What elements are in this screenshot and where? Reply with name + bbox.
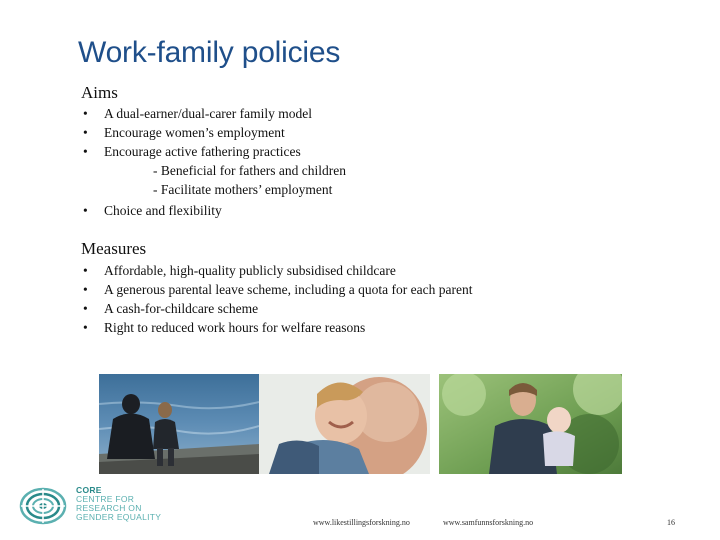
- aims-heading: Aims: [81, 83, 118, 102]
- bullet-icon: •: [83, 144, 88, 159]
- core-logo-text: [76, 486, 161, 522]
- bullet-icon: •: [83, 301, 88, 316]
- sub-list-item: [81, 180, 346, 199]
- bullet-icon: •: [83, 203, 88, 218]
- page-number: 16: [667, 518, 675, 527]
- sub-list-item-text: - Facilitate mothers’ employment: [153, 182, 333, 197]
- measures-heading: Measures: [81, 239, 147, 258]
- list-item: [81, 123, 346, 142]
- list-item-text: A generous parental leave scheme, including a quota for each parent: [104, 282, 473, 297]
- list-item: [81, 142, 346, 161]
- photo-father-holding-baby-outdoors: [439, 374, 622, 474]
- bullet-icon: •: [83, 320, 88, 335]
- logo-line: GENDER EQUALITY: [76, 512, 162, 522]
- list-item: [81, 299, 472, 318]
- footer-link-samfunnsforskning[interactable]: www.samfunnsforskning.no: [443, 518, 534, 527]
- measures-list: [81, 261, 472, 337]
- sub-list-item: [81, 161, 346, 180]
- list-item-text: Right to reduced work hours for welfare reasons: [104, 320, 366, 335]
- list-item-text: A cash-for-childcare scheme: [104, 301, 259, 316]
- logo-line: CORE: [76, 485, 102, 495]
- logo-line: RESEARCH ON: [76, 503, 142, 513]
- list-item: [81, 201, 346, 220]
- list-item-text: Encourage active fathering practices: [104, 144, 301, 159]
- aims-list: [81, 104, 346, 220]
- list-item-text: Affordable, high-quality publicly subsidised childcare: [104, 263, 396, 278]
- bullet-icon: •: [83, 263, 88, 278]
- bullet-icon: •: [83, 282, 88, 297]
- photo-father-child-by-water: [99, 374, 259, 474]
- list-item: [81, 261, 472, 280]
- core-logo-icon: [18, 486, 68, 526]
- sub-list-item-text: - Beneficial for fathers and children: [153, 163, 347, 178]
- footer-link-likestillingsforskning[interactable]: www.likestillingsforskning.no: [313, 518, 410, 527]
- bullet-icon: •: [83, 106, 88, 121]
- list-item: [81, 280, 472, 299]
- logo-line: CENTRE FOR: [76, 494, 135, 504]
- list-item-text: A dual-earner/dual-carer family model: [104, 106, 313, 121]
- bullet-icon: •: [83, 125, 88, 140]
- list-item: [81, 318, 472, 337]
- slide-title: Work-family policies: [78, 36, 341, 69]
- list-item-text: Encourage women’s employment: [104, 125, 285, 140]
- list-item: [81, 104, 346, 123]
- photo-crying-child-with-father: [259, 374, 430, 474]
- list-item-text: Choice and flexibility: [104, 203, 222, 218]
